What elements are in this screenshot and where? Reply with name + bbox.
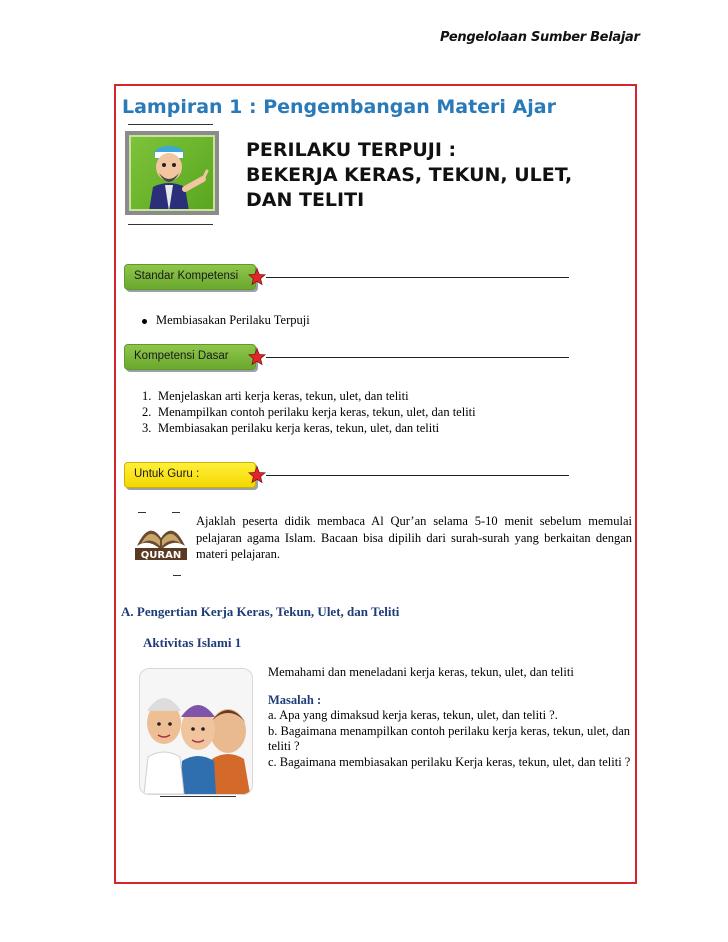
- section-divider: [266, 475, 569, 476]
- page-header: Pengelolaan Sumber Belajar: [440, 30, 640, 45]
- list-item: 1. Menjelaskan arti kerja keras, tekun, ulet, dan teliti: [142, 389, 409, 403]
- teacher-illustration: [125, 131, 219, 215]
- standar-kompetensi-tab: [124, 264, 256, 290]
- list-item: 3. Membiasakan perilaku kerja keras, tekun, ulet, dan teliti: [142, 421, 440, 435]
- main-title-line-1: PERILAKU TERPUJI :: [246, 139, 457, 161]
- section-a-title: A. Pengertian Kerja Keras, Tekun, Ulet, dan Teliti: [121, 604, 400, 619]
- question-item: c. Bagaimana membiasakan perilaku Kerja keras, tekun, ulet, dan teliti ?: [268, 754, 631, 769]
- quran-logo: [131, 516, 191, 568]
- question-item: b. Bagaimana menampilkan contoh perilaku kerja keras, tekun, ulet, dan teliti ?: [268, 723, 631, 753]
- activity-intro: Memahami dan meneladani kerja keras, tekun, ulet, dan teliti: [268, 665, 574, 679]
- bullet-icon: [142, 319, 147, 324]
- section-divider: [266, 357, 569, 358]
- star-icon: [248, 268, 266, 286]
- quran-book-icon: [131, 516, 191, 568]
- kompetensi-list: [142, 388, 476, 436]
- decor-dash: [138, 512, 146, 513]
- illustration-underline: [160, 796, 236, 797]
- students-illustration: [139, 668, 253, 795]
- star-icon: [248, 348, 266, 366]
- star-icon: [248, 466, 266, 484]
- question-item: a. Apa yang dimaksud kerja keras, tekun, ulet, dan teliti ?.: [268, 708, 558, 722]
- teacher-figure-icon: [131, 137, 215, 211]
- quran-logo-text: QURAN: [140, 550, 182, 561]
- lampiran-title: Lampiran 1 : Pengembangan Materi Ajar: [122, 96, 556, 118]
- list-item: 2. Menampilkan contoh perilaku kerja keras, tekun, ulet, dan teliti: [142, 405, 476, 419]
- title-underline: [128, 124, 213, 125]
- kompetensi-dasar-label: Kompetensi Dasar: [134, 350, 229, 362]
- masalah-label: Masalah :: [268, 692, 322, 707]
- aktivitas-title: Aktivitas Islami 1: [143, 635, 242, 650]
- picture-underline: [128, 224, 213, 225]
- kompetensi-dasar-tab: [124, 344, 256, 370]
- main-title-line-2: BEKERJA KERAS, TEKUN, ULET,: [246, 164, 573, 186]
- section-divider: [266, 277, 569, 278]
- decor-dash: [173, 575, 181, 576]
- main-title: [246, 138, 572, 213]
- activity-content: [268, 665, 634, 770]
- untuk-guru-tab: [124, 462, 256, 488]
- standar-list-item: Membiasakan Perilaku Terpuji: [142, 313, 310, 328]
- main-title-line-3: DAN TELITI: [246, 189, 365, 211]
- untuk-guru-label: Untuk Guru :: [134, 468, 200, 480]
- standar-kompetensi-label: Standar Kompetensi: [134, 270, 239, 282]
- decor-dash: [172, 512, 180, 513]
- guru-instruction: Ajaklah peserta didik membaca Al Qur’an selama 5-10 menit sebelum memulai pelajaran agama Islam. Bacaan bisa dipilih dari surah-surah yang berkaitan dengan materi pelajaran.: [196, 514, 632, 561]
- students-icon: [140, 669, 252, 794]
